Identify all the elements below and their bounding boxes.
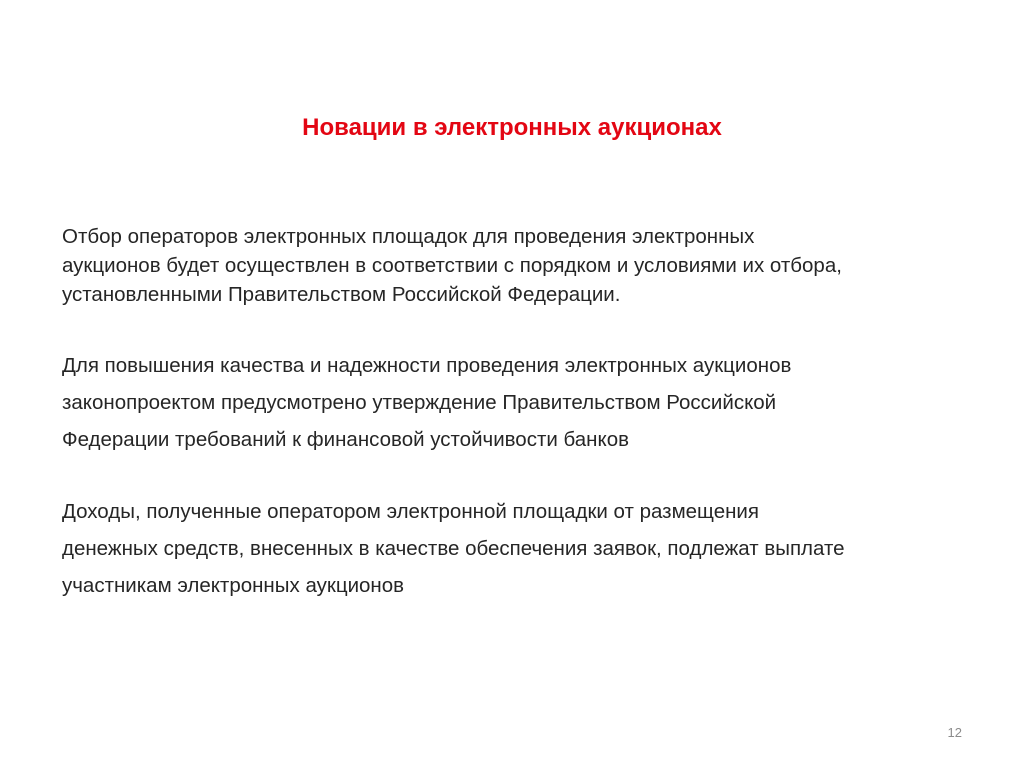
paragraph-line: аукционов будет осуществлен в соответствии с порядком и условиями их отбора, <box>62 254 842 277</box>
paragraph-line: денежных средств, внесенных в качестве обеспечения заявок, подлежат выплате <box>62 537 845 560</box>
slide-body <box>62 222 992 604</box>
page-number: 12 <box>947 725 962 740</box>
paragraph-income-payout <box>62 493 992 604</box>
paragraph-operators-selection <box>62 222 992 309</box>
paragraph-bank-requirements <box>62 347 992 458</box>
paragraph-line: законопроектом предусмотрено утверждение Правительством Российской <box>62 391 777 414</box>
paragraph-line: Доходы, полученные оператором электронной площадки от размещения <box>62 500 759 523</box>
paragraph-line: участникам электронных аукционов <box>62 574 405 597</box>
slide-title: Новации в электронных аукционах <box>302 114 722 141</box>
paragraph-line: установленными Правительством Российской Федерации. <box>62 283 621 306</box>
paragraph-line: Для повышения качества и надежности проведения электронных аукционов <box>62 354 792 377</box>
paragraph-line: Федерации требований к финансовой устойчивости банков <box>62 428 629 451</box>
paragraph-line: Отбор операторов электронных площадок для проведения электронных <box>62 225 755 248</box>
